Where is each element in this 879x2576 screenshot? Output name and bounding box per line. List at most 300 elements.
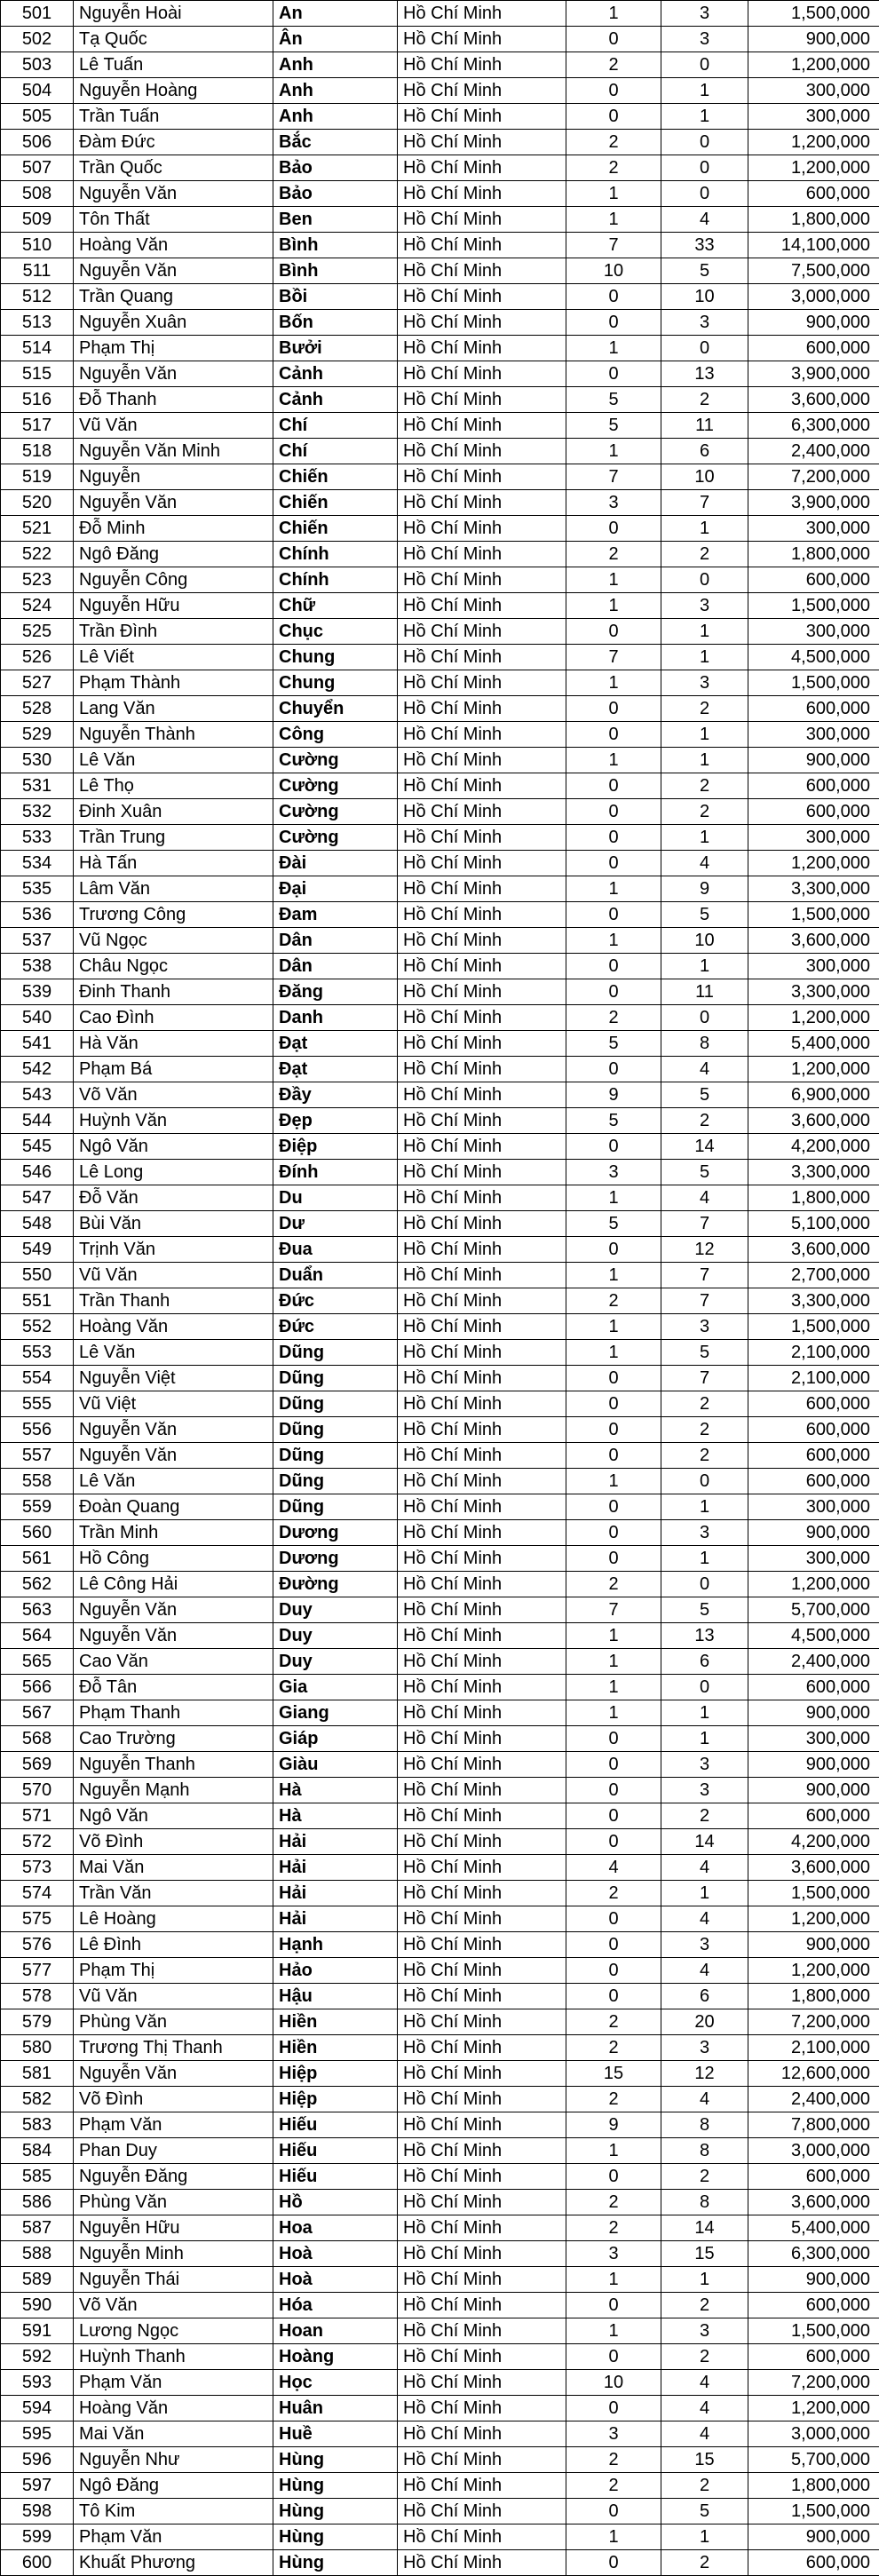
count2-cell: 6 bbox=[661, 439, 748, 464]
surname-cell: Trần Văn bbox=[74, 1881, 273, 1906]
amount-cell: 600,000 bbox=[748, 2344, 879, 2370]
surname-cell: Nguyễn Minh bbox=[74, 2241, 273, 2267]
row-number: 600 bbox=[1, 2550, 74, 2576]
city-cell: Hồ Chí Minh bbox=[398, 2318, 566, 2344]
row-number: 533 bbox=[1, 825, 74, 851]
city-cell: Hồ Chí Minh bbox=[398, 748, 566, 773]
given-name-cell: Đạt bbox=[273, 1031, 398, 1057]
surname-cell: Châu Ngọc bbox=[74, 954, 273, 979]
given-name-cell: Hùng bbox=[273, 2550, 398, 2576]
row-number: 572 bbox=[1, 1829, 74, 1855]
given-name-cell: Hoà bbox=[273, 2267, 398, 2293]
amount-cell: 1,500,000 bbox=[748, 1881, 879, 1906]
table-row bbox=[1, 2215, 879, 2241]
surname-cell: Võ Đình bbox=[74, 2087, 273, 2112]
given-name-cell: Dũng bbox=[273, 1469, 398, 1494]
amount-cell: 1,500,000 bbox=[748, 1314, 879, 1340]
city-cell: Hồ Chí Minh bbox=[398, 928, 566, 954]
surname-cell: Phạm Thị bbox=[74, 336, 273, 361]
table-row bbox=[1, 2447, 879, 2473]
count2-cell: 3 bbox=[661, 310, 748, 336]
row-number: 508 bbox=[1, 181, 74, 207]
city-cell: Hồ Chí Minh bbox=[398, 1597, 566, 1623]
table-row bbox=[1, 1, 879, 27]
row-number: 547 bbox=[1, 1185, 74, 1211]
count1-cell: 0 bbox=[566, 825, 661, 851]
amount-cell: 300,000 bbox=[748, 954, 879, 979]
count2-cell: 8 bbox=[661, 2190, 748, 2215]
given-name-cell: Đầy bbox=[273, 1082, 398, 1108]
table-row bbox=[1, 284, 879, 310]
row-number: 548 bbox=[1, 1211, 74, 1237]
given-name-cell: Gia bbox=[273, 1675, 398, 1700]
table-row bbox=[1, 1160, 879, 1185]
amount-cell: 600,000 bbox=[748, 181, 879, 207]
city-cell: Hồ Chí Minh bbox=[398, 1494, 566, 1520]
amount-cell: 2,400,000 bbox=[748, 2087, 879, 2112]
count2-cell: 5 bbox=[661, 258, 748, 284]
row-number: 565 bbox=[1, 1649, 74, 1675]
row-number: 573 bbox=[1, 1855, 74, 1881]
city-cell: Hồ Chí Minh bbox=[398, 1108, 566, 1134]
count1-cell: 5 bbox=[566, 1108, 661, 1134]
table-row bbox=[1, 954, 879, 979]
amount-cell: 1,500,000 bbox=[748, 2318, 879, 2344]
count2-cell: 3 bbox=[661, 1778, 748, 1803]
table-row bbox=[1, 2138, 879, 2164]
amount-cell: 1,500,000 bbox=[748, 2499, 879, 2524]
count2-cell: 3 bbox=[661, 593, 748, 619]
given-name-cell: Ben bbox=[273, 207, 398, 233]
amount-cell: 5,700,000 bbox=[748, 2447, 879, 2473]
surname-cell: Hà Văn bbox=[74, 1031, 273, 1057]
table-row bbox=[1, 2499, 879, 2524]
city-cell: Hồ Chí Minh bbox=[398, 1417, 566, 1443]
surname-cell: Nguyễn Thanh bbox=[74, 1752, 273, 1778]
row-number: 564 bbox=[1, 1623, 74, 1649]
row-number: 538 bbox=[1, 954, 74, 979]
surname-cell: Vũ Việt bbox=[74, 1391, 273, 1417]
row-number: 576 bbox=[1, 1932, 74, 1958]
given-name-cell: Dương bbox=[273, 1520, 398, 1546]
surname-cell: Trần Quang bbox=[74, 284, 273, 310]
surname-cell: Nguyễn Mạnh bbox=[74, 1778, 273, 1803]
table-row bbox=[1, 1623, 879, 1649]
table-row bbox=[1, 2344, 879, 2370]
count1-cell: 2 bbox=[566, 2473, 661, 2499]
count1-cell: 2 bbox=[566, 1005, 661, 1031]
count1-cell: 0 bbox=[566, 851, 661, 876]
given-name-cell: Hùng bbox=[273, 2473, 398, 2499]
row-number: 539 bbox=[1, 979, 74, 1005]
city-cell: Hồ Chí Minh bbox=[398, 336, 566, 361]
city-cell: Hồ Chí Minh bbox=[398, 954, 566, 979]
table-row bbox=[1, 439, 879, 464]
count2-cell: 3 bbox=[661, 1520, 748, 1546]
row-number: 584 bbox=[1, 2138, 74, 2164]
city-cell: Hồ Chí Minh bbox=[398, 52, 566, 78]
given-name-cell: Chính bbox=[273, 567, 398, 593]
surname-cell: Nguyễn Hoài bbox=[74, 1, 273, 27]
given-name-cell: Đam bbox=[273, 902, 398, 928]
count2-cell: 3 bbox=[661, 27, 748, 52]
row-number: 518 bbox=[1, 439, 74, 464]
given-name-cell: Hải bbox=[273, 1829, 398, 1855]
count2-cell: 5 bbox=[661, 1160, 748, 1185]
surname-cell: Hồ Công bbox=[74, 1546, 273, 1572]
table-row bbox=[1, 2421, 879, 2447]
table-row bbox=[1, 490, 879, 516]
row-number: 532 bbox=[1, 799, 74, 825]
surname-cell: Nguyễn Hoàng bbox=[74, 78, 273, 104]
row-number: 568 bbox=[1, 1726, 74, 1752]
count2-cell: 3 bbox=[661, 2035, 748, 2061]
surname-cell: Lâm Văn bbox=[74, 876, 273, 902]
amount-cell: 2,400,000 bbox=[748, 1649, 879, 1675]
count2-cell: 12 bbox=[661, 2061, 748, 2087]
count1-cell: 0 bbox=[566, 1932, 661, 1958]
table-row bbox=[1, 27, 879, 52]
count1-cell: 1 bbox=[566, 1, 661, 27]
count2-cell: 11 bbox=[661, 979, 748, 1005]
table-row bbox=[1, 1649, 879, 1675]
city-cell: Hồ Chí Minh bbox=[398, 1469, 566, 1494]
city-cell: Hồ Chí Minh bbox=[398, 1391, 566, 1417]
row-number: 503 bbox=[1, 52, 74, 78]
surname-cell: Nguyễn Văn bbox=[74, 1597, 273, 1623]
count2-cell: 3 bbox=[661, 1752, 748, 1778]
given-name-cell: Hoàng bbox=[273, 2344, 398, 2370]
row-number: 583 bbox=[1, 2112, 74, 2138]
row-number: 517 bbox=[1, 413, 74, 439]
amount-cell: 1,500,000 bbox=[748, 1, 879, 27]
amount-cell: 4,200,000 bbox=[748, 1829, 879, 1855]
table-row bbox=[1, 1288, 879, 1314]
given-name-cell: Bồi bbox=[273, 284, 398, 310]
count2-cell: 9 bbox=[661, 876, 748, 902]
count2-cell: 2 bbox=[661, 1443, 748, 1469]
surname-cell: Huỳnh Thanh bbox=[74, 2344, 273, 2370]
amount-cell: 7,800,000 bbox=[748, 2112, 879, 2138]
count2-cell: 6 bbox=[661, 1984, 748, 2009]
city-cell: Hồ Chí Minh bbox=[398, 2112, 566, 2138]
row-number: 541 bbox=[1, 1031, 74, 1057]
row-number: 524 bbox=[1, 593, 74, 619]
count2-cell: 3 bbox=[661, 670, 748, 696]
city-cell: Hồ Chí Minh bbox=[398, 490, 566, 516]
count1-cell: 5 bbox=[566, 413, 661, 439]
surname-cell: Nguyễn Văn bbox=[74, 258, 273, 284]
row-number: 511 bbox=[1, 258, 74, 284]
table-row bbox=[1, 78, 879, 104]
count2-cell: 2 bbox=[661, 696, 748, 722]
count1-cell: 0 bbox=[566, 1778, 661, 1803]
surname-cell: Võ Đình bbox=[74, 1829, 273, 1855]
surname-cell: Phạm Bá bbox=[74, 1057, 273, 1082]
city-cell: Hồ Chí Minh bbox=[398, 1778, 566, 1803]
count2-cell: 3 bbox=[661, 1, 748, 27]
city-cell: Hồ Chí Minh bbox=[398, 1185, 566, 1211]
count2-cell: 2 bbox=[661, 2164, 748, 2190]
amount-cell: 2,100,000 bbox=[748, 1340, 879, 1366]
count1-cell: 1 bbox=[566, 207, 661, 233]
surname-cell: Trần Minh bbox=[74, 1520, 273, 1546]
city-cell: Hồ Chí Minh bbox=[398, 1, 566, 27]
row-number: 593 bbox=[1, 2370, 74, 2396]
city-cell: Hồ Chí Minh bbox=[398, 1855, 566, 1881]
given-name-cell: Bảo bbox=[273, 181, 398, 207]
city-cell: Hồ Chí Minh bbox=[398, 1005, 566, 1031]
given-name-cell: Dũng bbox=[273, 1366, 398, 1391]
given-name-cell: An bbox=[273, 1, 398, 27]
given-name-cell: Duẩn bbox=[273, 1263, 398, 1288]
given-name-cell: Chiến bbox=[273, 490, 398, 516]
given-name-cell: Chí bbox=[273, 413, 398, 439]
row-number: 577 bbox=[1, 1958, 74, 1984]
city-cell: Hồ Chí Minh bbox=[398, 27, 566, 52]
city-cell: Hồ Chí Minh bbox=[398, 207, 566, 233]
table-row bbox=[1, 1906, 879, 1932]
amount-cell: 7,200,000 bbox=[748, 464, 879, 490]
surname-cell: Tôn Thất bbox=[74, 207, 273, 233]
table-row bbox=[1, 1366, 879, 1391]
city-cell: Hồ Chí Minh bbox=[398, 439, 566, 464]
given-name-cell: Giang bbox=[273, 1700, 398, 1726]
table-row bbox=[1, 1855, 879, 1881]
given-name-cell: Hiếu bbox=[273, 2138, 398, 2164]
table-row bbox=[1, 1881, 879, 1906]
given-name-cell: Dũng bbox=[273, 1391, 398, 1417]
given-name-cell: Đạt bbox=[273, 1057, 398, 1082]
surname-cell: Phạm Thị bbox=[74, 1958, 273, 1984]
count2-cell: 7 bbox=[661, 1288, 748, 1314]
surname-cell: Lê Đình bbox=[74, 1932, 273, 1958]
table-row bbox=[1, 1752, 879, 1778]
row-number: 592 bbox=[1, 2344, 74, 2370]
surname-cell: Phùng Văn bbox=[74, 2190, 273, 2215]
table-row bbox=[1, 825, 879, 851]
given-name-cell: Bốn bbox=[273, 310, 398, 336]
count1-cell: 1 bbox=[566, 1675, 661, 1700]
table-row bbox=[1, 928, 879, 954]
count2-cell: 11 bbox=[661, 413, 748, 439]
given-name-cell: Chục bbox=[273, 619, 398, 645]
count2-cell: 1 bbox=[661, 1494, 748, 1520]
amount-cell: 14,100,000 bbox=[748, 233, 879, 258]
amount-cell: 900,000 bbox=[748, 2267, 879, 2293]
amount-cell: 3,900,000 bbox=[748, 361, 879, 387]
city-cell: Hồ Chí Minh bbox=[398, 2241, 566, 2267]
city-cell: Hồ Chí Minh bbox=[398, 1160, 566, 1185]
surname-cell: Vũ Văn bbox=[74, 1984, 273, 2009]
amount-cell: 900,000 bbox=[748, 1778, 879, 1803]
count2-cell: 1 bbox=[661, 2267, 748, 2293]
table-row bbox=[1, 516, 879, 542]
count2-cell: 2 bbox=[661, 799, 748, 825]
count1-cell: 0 bbox=[566, 1984, 661, 2009]
given-name-cell: Huân bbox=[273, 2396, 398, 2421]
table-row bbox=[1, 645, 879, 670]
amount-cell: 600,000 bbox=[748, 799, 879, 825]
given-name-cell: Đài bbox=[273, 851, 398, 876]
count2-cell: 3 bbox=[661, 1314, 748, 1340]
count1-cell: 2 bbox=[566, 2215, 661, 2241]
surname-cell: Đỗ Minh bbox=[74, 516, 273, 542]
city-cell: Hồ Chí Minh bbox=[398, 799, 566, 825]
count2-cell: 5 bbox=[661, 1597, 748, 1623]
amount-cell: 1,200,000 bbox=[748, 1005, 879, 1031]
given-name-cell: Điệp bbox=[273, 1134, 398, 1160]
table-row bbox=[1, 2009, 879, 2035]
amount-cell: 900,000 bbox=[748, 2524, 879, 2550]
table-row bbox=[1, 207, 879, 233]
count2-cell: 12 bbox=[661, 1237, 748, 1263]
count2-cell: 8 bbox=[661, 2138, 748, 2164]
given-name-cell: Dũng bbox=[273, 1494, 398, 1520]
row-number: 540 bbox=[1, 1005, 74, 1031]
row-number: 534 bbox=[1, 851, 74, 876]
surname-cell: Lương Ngọc bbox=[74, 2318, 273, 2344]
city-cell: Hồ Chí Minh bbox=[398, 516, 566, 542]
city-cell: Hồ Chí Minh bbox=[398, 722, 566, 748]
count2-cell: 2 bbox=[661, 2473, 748, 2499]
count1-cell: 1 bbox=[566, 336, 661, 361]
table-row bbox=[1, 2035, 879, 2061]
amount-cell: 600,000 bbox=[748, 696, 879, 722]
given-name-cell: Chung bbox=[273, 645, 398, 670]
city-cell: Hồ Chí Minh bbox=[398, 645, 566, 670]
city-cell: Hồ Chí Minh bbox=[398, 1520, 566, 1546]
surname-cell: Ngô Đăng bbox=[74, 2473, 273, 2499]
surname-cell: Vũ Văn bbox=[74, 1263, 273, 1288]
count2-cell: 3 bbox=[661, 2318, 748, 2344]
row-number: 555 bbox=[1, 1391, 74, 1417]
amount-cell: 1,500,000 bbox=[748, 902, 879, 928]
city-cell: Hồ Chí Minh bbox=[398, 2293, 566, 2318]
amount-cell: 600,000 bbox=[748, 2164, 879, 2190]
given-name-cell: Hồ bbox=[273, 2190, 398, 2215]
amount-cell: 900,000 bbox=[748, 1700, 879, 1726]
table-row bbox=[1, 2370, 879, 2396]
count1-cell: 2 bbox=[566, 542, 661, 567]
amount-cell: 900,000 bbox=[748, 310, 879, 336]
count2-cell: 14 bbox=[661, 1829, 748, 1855]
city-cell: Hồ Chí Minh bbox=[398, 1314, 566, 1340]
city-cell: Hồ Chí Minh bbox=[398, 876, 566, 902]
surname-cell: Nguyễn Văn bbox=[74, 2061, 273, 2087]
table-row bbox=[1, 104, 879, 130]
table-row bbox=[1, 1597, 879, 1623]
count1-cell: 15 bbox=[566, 2061, 661, 2087]
count1-cell: 3 bbox=[566, 2421, 661, 2447]
given-name-cell: Huề bbox=[273, 2421, 398, 2447]
table-row bbox=[1, 2318, 879, 2344]
city-cell: Hồ Chí Minh bbox=[398, 310, 566, 336]
surname-cell: Nguyễn Văn bbox=[74, 490, 273, 516]
count2-cell: 1 bbox=[661, 1546, 748, 1572]
table-row bbox=[1, 799, 879, 825]
table-row bbox=[1, 851, 879, 876]
surname-cell: Trần Trung bbox=[74, 825, 273, 851]
amount-cell: 2,100,000 bbox=[748, 2035, 879, 2061]
city-cell: Hồ Chí Minh bbox=[398, 1881, 566, 1906]
surname-cell: Đỗ Tân bbox=[74, 1675, 273, 1700]
city-cell: Hồ Chí Minh bbox=[398, 2061, 566, 2087]
amount-cell: 300,000 bbox=[748, 78, 879, 104]
city-cell: Hồ Chí Minh bbox=[398, 696, 566, 722]
given-name-cell: Dũng bbox=[273, 1443, 398, 1469]
amount-cell: 600,000 bbox=[748, 1675, 879, 1700]
given-name-cell: Giáp bbox=[273, 1726, 398, 1752]
surname-cell: Nguyễn Công bbox=[74, 567, 273, 593]
surname-cell: Hoàng Văn bbox=[74, 233, 273, 258]
surname-cell: Nguyễn Hữu bbox=[74, 2215, 273, 2241]
count1-cell: 0 bbox=[566, 1752, 661, 1778]
surname-cell: Trương Công bbox=[74, 902, 273, 928]
surname-cell: Võ Văn bbox=[74, 1082, 273, 1108]
count1-cell: 0 bbox=[566, 1391, 661, 1417]
table-row bbox=[1, 1803, 879, 1829]
count2-cell: 15 bbox=[661, 2241, 748, 2267]
count2-cell: 1 bbox=[661, 748, 748, 773]
surname-cell: Ngô Văn bbox=[74, 1803, 273, 1829]
city-cell: Hồ Chí Minh bbox=[398, 1366, 566, 1391]
given-name-cell: Đường bbox=[273, 1572, 398, 1597]
city-cell: Hồ Chí Minh bbox=[398, 1237, 566, 1263]
row-number: 523 bbox=[1, 567, 74, 593]
row-number: 589 bbox=[1, 2267, 74, 2293]
surname-cell: Lê Tuấn bbox=[74, 52, 273, 78]
amount-cell: 1,800,000 bbox=[748, 542, 879, 567]
row-number: 526 bbox=[1, 645, 74, 670]
count1-cell: 1 bbox=[566, 1700, 661, 1726]
given-name-cell: Chung bbox=[273, 670, 398, 696]
count2-cell: 0 bbox=[661, 336, 748, 361]
surname-cell: Nguyễn Xuân bbox=[74, 310, 273, 336]
city-cell: Hồ Chí Minh bbox=[398, 773, 566, 799]
count1-cell: 4 bbox=[566, 1855, 661, 1881]
city-cell: Hồ Chí Minh bbox=[398, 1803, 566, 1829]
city-cell: Hồ Chí Minh bbox=[398, 258, 566, 284]
given-name-cell: Hà bbox=[273, 1778, 398, 1803]
amount-cell: 5,400,000 bbox=[748, 2215, 879, 2241]
given-name-cell: Cường bbox=[273, 825, 398, 851]
count1-cell: 0 bbox=[566, 1726, 661, 1752]
row-number: 596 bbox=[1, 2447, 74, 2473]
amount-cell: 900,000 bbox=[748, 1520, 879, 1546]
count2-cell: 7 bbox=[661, 490, 748, 516]
row-number: 505 bbox=[1, 104, 74, 130]
amount-cell: 3,600,000 bbox=[748, 1237, 879, 1263]
count2-cell: 10 bbox=[661, 928, 748, 954]
city-cell: Hồ Chí Minh bbox=[398, 464, 566, 490]
table-row bbox=[1, 464, 879, 490]
row-number: 546 bbox=[1, 1160, 74, 1185]
given-name-cell: Chuyển bbox=[273, 696, 398, 722]
city-cell: Hồ Chí Minh bbox=[398, 979, 566, 1005]
city-cell: Hồ Chí Minh bbox=[398, 1675, 566, 1700]
surname-cell: Khuất Phương bbox=[74, 2550, 273, 2576]
city-cell: Hồ Chí Minh bbox=[398, 619, 566, 645]
count2-cell: 13 bbox=[661, 361, 748, 387]
count1-cell: 0 bbox=[566, 1366, 661, 1391]
given-name-cell: Học bbox=[273, 2370, 398, 2396]
count2-cell: 1 bbox=[661, 645, 748, 670]
row-number: 588 bbox=[1, 2241, 74, 2267]
city-cell: Hồ Chí Minh bbox=[398, 413, 566, 439]
count1-cell: 1 bbox=[566, 876, 661, 902]
amount-cell: 1,200,000 bbox=[748, 130, 879, 155]
